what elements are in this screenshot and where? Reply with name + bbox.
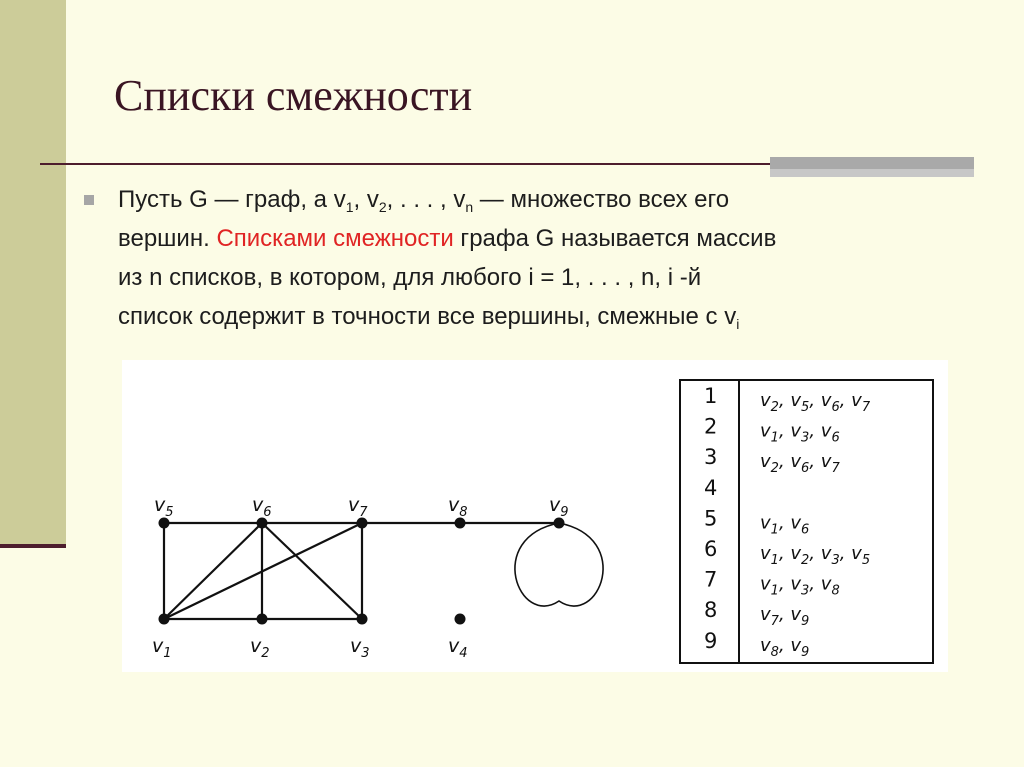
table-row-number-7: 7 — [704, 567, 718, 592]
slide-title: Списки смежности — [114, 71, 473, 120]
list-separator: , — [778, 543, 791, 564]
vertex-v2 — [257, 614, 268, 625]
vertex-label-letter: v — [348, 494, 360, 516]
list-vertex-subscript: 3 — [801, 583, 810, 599]
list-vertex-letter: v — [790, 573, 802, 595]
list-separator: , — [809, 420, 821, 442]
title-accent-bar-light — [770, 169, 974, 177]
list-vertex-letter: v — [820, 543, 832, 564]
vertex-label-subscript: 6 — [263, 505, 272, 520]
vertex-v4 — [455, 614, 466, 625]
vertex-label-letter: v — [250, 635, 262, 657]
table-row-list-2 — [760, 421, 840, 446]
table-row-number-2: 2 — [704, 414, 718, 439]
list-vertex-letter: v — [820, 573, 832, 595]
text: , v — [353, 186, 379, 213]
list-vertex-letter: v — [760, 543, 771, 564]
vertex-label-letter: v — [154, 494, 166, 516]
vertex-label-subscript: 5 — [165, 505, 174, 520]
paragraph-line-4 — [118, 297, 978, 336]
list-separator: , — [809, 573, 821, 595]
list-vertex-subscript: 1 — [770, 583, 779, 599]
table-row-number-5: 5 — [704, 506, 718, 531]
list-separator: , — [778, 390, 791, 411]
list-vertex-subscript: 6 — [801, 461, 810, 477]
vertex-label-subscript: 4 — [459, 646, 468, 661]
list-vertex-subscript: 3 — [831, 553, 840, 568]
title-accent-bar — [770, 157, 974, 169]
list-vertex-letter: v — [790, 512, 802, 534]
table-row-list-7 — [760, 574, 840, 599]
edge-loop-v9 — [515, 523, 603, 606]
definition-paragraph — [118, 180, 978, 336]
list-separator: , — [778, 573, 791, 595]
graph-figure-svg — [122, 360, 948, 672]
list-vertex-subscript: 8 — [831, 583, 840, 599]
text: , . . . , v — [386, 186, 466, 213]
list-vertex-letter: v — [760, 451, 771, 473]
paragraph-line-1 — [118, 180, 978, 219]
vertex-label-v3 — [350, 635, 370, 661]
list-vertex-subscript: 5 — [861, 553, 871, 568]
table-row-list-1 — [760, 390, 871, 415]
list-vertex-letter: v — [760, 604, 771, 626]
text: графа G называется массив — [453, 225, 777, 252]
list-vertex-letter: v — [790, 604, 802, 626]
subscript: n — [465, 199, 474, 215]
table-row-number-6: 6 — [704, 537, 718, 561]
table-row-list-9 — [760, 635, 809, 660]
list-vertex-subscript: 1 — [770, 522, 779, 538]
left-accent-band — [0, 0, 66, 548]
list-vertex-subscript: 6 — [831, 400, 840, 415]
edge-v6-v3 — [262, 523, 362, 619]
graph-figure — [122, 360, 948, 672]
list-separator: , — [809, 543, 821, 564]
bullet-square-icon — [84, 195, 94, 205]
list-vertex-subscript: 7 — [861, 400, 871, 415]
list-vertex-letter: v — [790, 390, 802, 411]
list-vertex-subscript: 6 — [831, 430, 840, 446]
vertex-v1 — [159, 614, 170, 625]
table-row-number-8: 8 — [704, 598, 718, 623]
vertex-label-v7 — [348, 494, 368, 520]
list-vertex-subscript: 2 — [801, 553, 810, 568]
left-accent-rule — [0, 544, 66, 548]
list-separator: , — [778, 420, 791, 442]
vertex-label-v4 — [448, 635, 468, 661]
vertex-label-subscript: 2 — [261, 646, 270, 661]
list-separator: , — [778, 604, 791, 626]
list-vertex-letter: v — [760, 512, 771, 534]
paragraph-line-3: из n списков, в котором, для любого i = 1, . . . , n, i -й — [118, 264, 702, 291]
text: Пусть G — граф, а v — [118, 186, 346, 213]
subscript: 1 — [345, 199, 354, 215]
text: список содержит в точности все вершины, смежные с v — [118, 303, 737, 330]
list-vertex-subscript: 3 — [801, 430, 810, 446]
vertex-label-letter: v — [549, 494, 561, 516]
vertex-label-v9 — [549, 494, 569, 520]
list-separator: , — [839, 390, 852, 411]
text: вершин. — [118, 225, 217, 252]
list-vertex-letter: v — [790, 420, 802, 442]
list-vertex-letter: v — [760, 420, 771, 442]
vertex-label-subscript: 7 — [359, 505, 368, 520]
list-vertex-letter: v — [760, 634, 771, 656]
list-vertex-subscript: 2 — [770, 461, 779, 477]
list-vertex-letter: v — [820, 420, 832, 442]
list-separator: , — [839, 543, 852, 564]
list-vertex-letter: v — [851, 390, 862, 411]
edge-v1-v6 — [164, 523, 262, 619]
vertex-label-subscript: 8 — [459, 505, 468, 520]
list-vertex-letter: v — [790, 543, 802, 564]
subscript: i — [736, 316, 740, 332]
vertex-label-letter: v — [448, 635, 460, 657]
vertex-label-letter: v — [152, 635, 164, 657]
vertex-label-v6 — [252, 494, 272, 520]
highlighted-term: Списками смежности — [216, 225, 454, 252]
list-vertex-letter: v — [760, 390, 771, 411]
list-vertex-subscript: 7 — [770, 614, 779, 630]
list-vertex-letter: v — [790, 634, 802, 656]
list-vertex-letter: v — [790, 451, 802, 473]
subscript: 2 — [378, 199, 387, 215]
table-row-list-3 — [760, 451, 840, 476]
list-vertex-subscript: 7 — [831, 461, 840, 477]
table-row-list-8 — [760, 604, 809, 629]
vertex-label-subscript: 1 — [163, 646, 172, 661]
table-row-list-5 — [760, 512, 809, 537]
list-separator: , — [778, 451, 791, 473]
table-row-number-9: 9 — [704, 628, 718, 653]
list-vertex-subscript: 8 — [770, 644, 779, 660]
list-vertex-subscript: 2 — [770, 400, 779, 415]
list-vertex-subscript: 1 — [770, 430, 779, 446]
vertex-label-v8 — [448, 494, 468, 520]
list-separator: , — [809, 390, 821, 411]
list-separator: , — [778, 512, 791, 534]
paragraph-line-2 — [118, 219, 978, 258]
vertex-label-subscript: 9 — [560, 505, 569, 520]
list-vertex-letter: v — [851, 543, 862, 564]
list-vertex-subscript: 6 — [801, 522, 810, 538]
text: — множество всех его — [473, 186, 730, 213]
list-vertex-subscript: 9 — [801, 614, 810, 630]
vertex-label-v1 — [152, 635, 172, 661]
list-separator: , — [809, 451, 821, 473]
vertex-label-subscript: 3 — [361, 646, 370, 661]
list-vertex-letter: v — [820, 451, 832, 473]
vertex-label-letter: v — [448, 494, 460, 516]
vertex-v3 — [357, 614, 368, 625]
list-vertex-subscript: 9 — [801, 644, 810, 660]
vertex-label-letter: v — [350, 635, 362, 657]
list-separator: , — [778, 634, 791, 656]
table-row-number-1: 1 — [704, 384, 718, 408]
table-row-number-4: 4 — [704, 475, 718, 500]
list-vertex-letter: v — [760, 573, 771, 595]
vertex-label-v5 — [154, 494, 174, 520]
list-vertex-subscript: 5 — [801, 400, 810, 415]
table-row-list-6 — [760, 543, 870, 568]
vertex-label-letter: v — [252, 494, 264, 516]
table-row-number-3: 3 — [704, 445, 718, 470]
vertex-label-v2 — [250, 635, 270, 661]
list-vertex-subscript: 1 — [770, 553, 779, 568]
list-vertex-letter: v — [820, 390, 832, 411]
